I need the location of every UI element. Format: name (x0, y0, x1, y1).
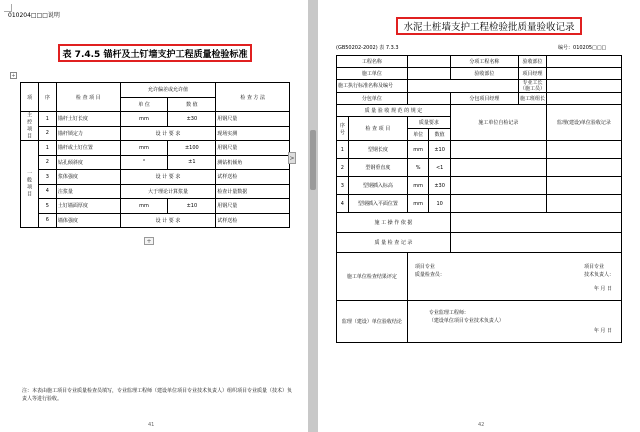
row-seq: 6 (38, 213, 56, 228)
document-page-left (0, 0, 308, 432)
info-acceptance-part: 验收部位 (518, 56, 546, 68)
row-method: 试样送检 (216, 213, 290, 228)
value-header: 数值 (429, 129, 451, 141)
row-unit: mm (407, 177, 429, 195)
info-batch: 验收部位 (450, 68, 518, 80)
row-unit: mm (120, 199, 168, 214)
info-tech-lead: 专业工长（施工员） (519, 80, 545, 92)
row-unit: 大于理论计算浆量 (120, 184, 216, 199)
row-method: 测钻机倾角 (216, 155, 290, 170)
page-number: 42 (478, 422, 485, 428)
quality-req-header: 质量要求 (407, 117, 450, 129)
header-method: 检 查 方 法 (216, 83, 290, 112)
row-value: ±100 (168, 141, 216, 156)
table-row (21, 155, 290, 170)
row-value: ±10 (429, 141, 451, 159)
row-item: 注浆量 (56, 184, 120, 199)
row-unit: 设 计 要 求 (120, 126, 216, 141)
contractor-sign-1: 项目专业 (414, 264, 435, 270)
row-item: 型钢插入标高 (348, 177, 407, 195)
row-unit: % (407, 159, 429, 177)
table-row (21, 170, 290, 185)
row-item: 钻孔倾斜度 (56, 155, 120, 170)
header-allowed: 允许偏差或允许值 (120, 83, 216, 98)
contractor-tech-2: 技术负责人： (583, 272, 614, 278)
operation-check: 施 工 操 作 依 据 (337, 213, 451, 233)
page-number: 41 (148, 422, 155, 428)
scroll-thumb[interactable] (310, 130, 316, 190)
contractor-sign-2: 质量检查员： (414, 272, 445, 278)
row-method: 检查计量数据 (216, 184, 290, 199)
table-footnote: 注：本表由施工项目专业质量检查员填写，专业监理工程师（建设单位项目专业技术负责人）组织项目专业质量（技术）负责人等进行验收。 (22, 388, 293, 402)
row-method: 用钢尺量 (216, 141, 290, 156)
row-item: 锚杆或土钉位置 (56, 141, 120, 156)
spec-header: 质 量 验 收 规 范 的 规 定 (337, 105, 451, 117)
row-value: 10 (429, 195, 451, 213)
row-item: 型钢垂直度 (348, 159, 407, 177)
row-item: 土钉墙面厚度 (56, 199, 120, 214)
row-seq: 2 (337, 159, 349, 177)
table-move-handle-icon[interactable]: + (11, 73, 16, 79)
row-seq: 4 (38, 184, 56, 199)
row-method: 用钢尺量 (216, 199, 290, 214)
header-value: 数 值 (168, 97, 216, 112)
row-unit: ° (120, 155, 168, 170)
row-unit: mm (120, 112, 168, 127)
form-code (558, 44, 606, 51)
row-unit: 设 计 要 求 (120, 170, 216, 185)
info-builder: 施工单位 (337, 68, 408, 80)
row-seq: 1 (38, 141, 56, 156)
supervision-header: 监理(建设)单位验收记录 (546, 105, 621, 141)
row-method: 试样送检 (216, 170, 290, 185)
table-row (337, 159, 622, 177)
code-label: 编号： (558, 45, 574, 51)
page-header: 010204□□□说明 (8, 12, 60, 19)
supervision-sign-1: 专业监理工程师： (428, 310, 469, 316)
form-title: 水泥土桩墙支护工程检验批质量验收记录 (396, 17, 582, 35)
table-title: 表 7.4.5 锚杆及土钉墙支护工程质量检验标准 (58, 44, 252, 62)
supervision-date: 年 月 日 (593, 328, 612, 334)
header-seq: 序 (38, 83, 56, 112)
row-seq: 3 (337, 177, 349, 195)
collapse-tab-icon[interactable]: > (288, 152, 296, 164)
row-unit: mm (120, 141, 168, 156)
vertical-scrollbar[interactable] (308, 0, 318, 432)
supervision-label: 监理（建设）单位验收结论 (337, 301, 408, 343)
unit-header: 单位 (407, 129, 429, 141)
info-subcontractor: 分包单位 (337, 93, 408, 105)
row-value: ±10 (168, 199, 216, 214)
info-project-name: 工程名称 (337, 56, 408, 68)
contractor-date: 年 月 日 (593, 286, 612, 292)
row-item: 锚杆锁定力 (56, 126, 120, 141)
header-item: 项 (21, 83, 39, 112)
row-item: 锚杆土钉长度 (56, 112, 120, 127)
row-seq: 2 (38, 155, 56, 170)
acceptance-record-table (336, 55, 622, 343)
row-item: 型钢插入平面位置 (348, 195, 407, 213)
table-row (21, 199, 290, 214)
row-unit: 设 计 要 求 (120, 213, 216, 228)
supervision-sign-2: （建设单位项目专业技术负责人） (428, 318, 504, 324)
info-sub-manager: 分包项目经理 (450, 93, 518, 105)
add-row-icon[interactable]: + (144, 237, 154, 245)
row-seq: 1 (38, 112, 56, 127)
row-method: 现场实测 (216, 126, 290, 141)
info-standard-name: 施工执行标准名称及编号 (337, 80, 408, 93)
row-unit: mm (407, 195, 429, 213)
row-seq: 4 (337, 195, 349, 213)
info-team-lead: 施工班组长 (518, 93, 546, 105)
quality-standard-table (20, 82, 290, 228)
header-check-item: 检 查 项 目 (56, 83, 120, 112)
quality-record: 质 量 检 查 记 录 (337, 233, 451, 253)
document-page-right (318, 0, 640, 432)
row-unit: mm (407, 141, 429, 159)
contractor-tech-1: 项目专业 (583, 264, 604, 270)
row-seq: 5 (38, 199, 56, 214)
row-value: ±30 (429, 177, 451, 195)
row-item: 墙体强度 (56, 213, 120, 228)
info-project-manager: 项目经理 (518, 68, 546, 80)
table-row (21, 141, 290, 156)
group-general: 一般项目 (21, 141, 39, 228)
row-value: ±30 (168, 112, 216, 127)
code-value: 010205□□□ (573, 45, 607, 51)
table-row (21, 112, 290, 127)
table-row (337, 177, 622, 195)
row-seq: 1 (337, 141, 349, 159)
table-row (337, 141, 622, 159)
header-unit: 单 位 (120, 97, 168, 112)
info-sub-project: 分项工程名称 (450, 56, 518, 68)
check-item-header: 检 查 项 目 (348, 117, 407, 141)
row-item: 型钢长度 (348, 141, 407, 159)
seq-header: 序号 (337, 117, 349, 141)
row-seq: 2 (38, 126, 56, 141)
standard-reference: (GB50202-2002) 表 7.3.3 (336, 45, 399, 51)
table-row (21, 126, 290, 141)
group-main: 主控项目 (21, 112, 39, 141)
self-check-header: 施工单位自检记录 (450, 105, 546, 141)
table-row (21, 184, 290, 199)
row-value: ±1 (168, 155, 216, 170)
row-method: 用钢尺量 (216, 112, 290, 127)
table-row (337, 195, 622, 213)
contractor-result-label: 施工单位检查结果评定 (337, 253, 408, 301)
table-row (21, 213, 290, 228)
row-seq: 3 (38, 170, 56, 185)
row-item: 浆体强度 (56, 170, 120, 185)
row-value: <1 (429, 159, 451, 177)
